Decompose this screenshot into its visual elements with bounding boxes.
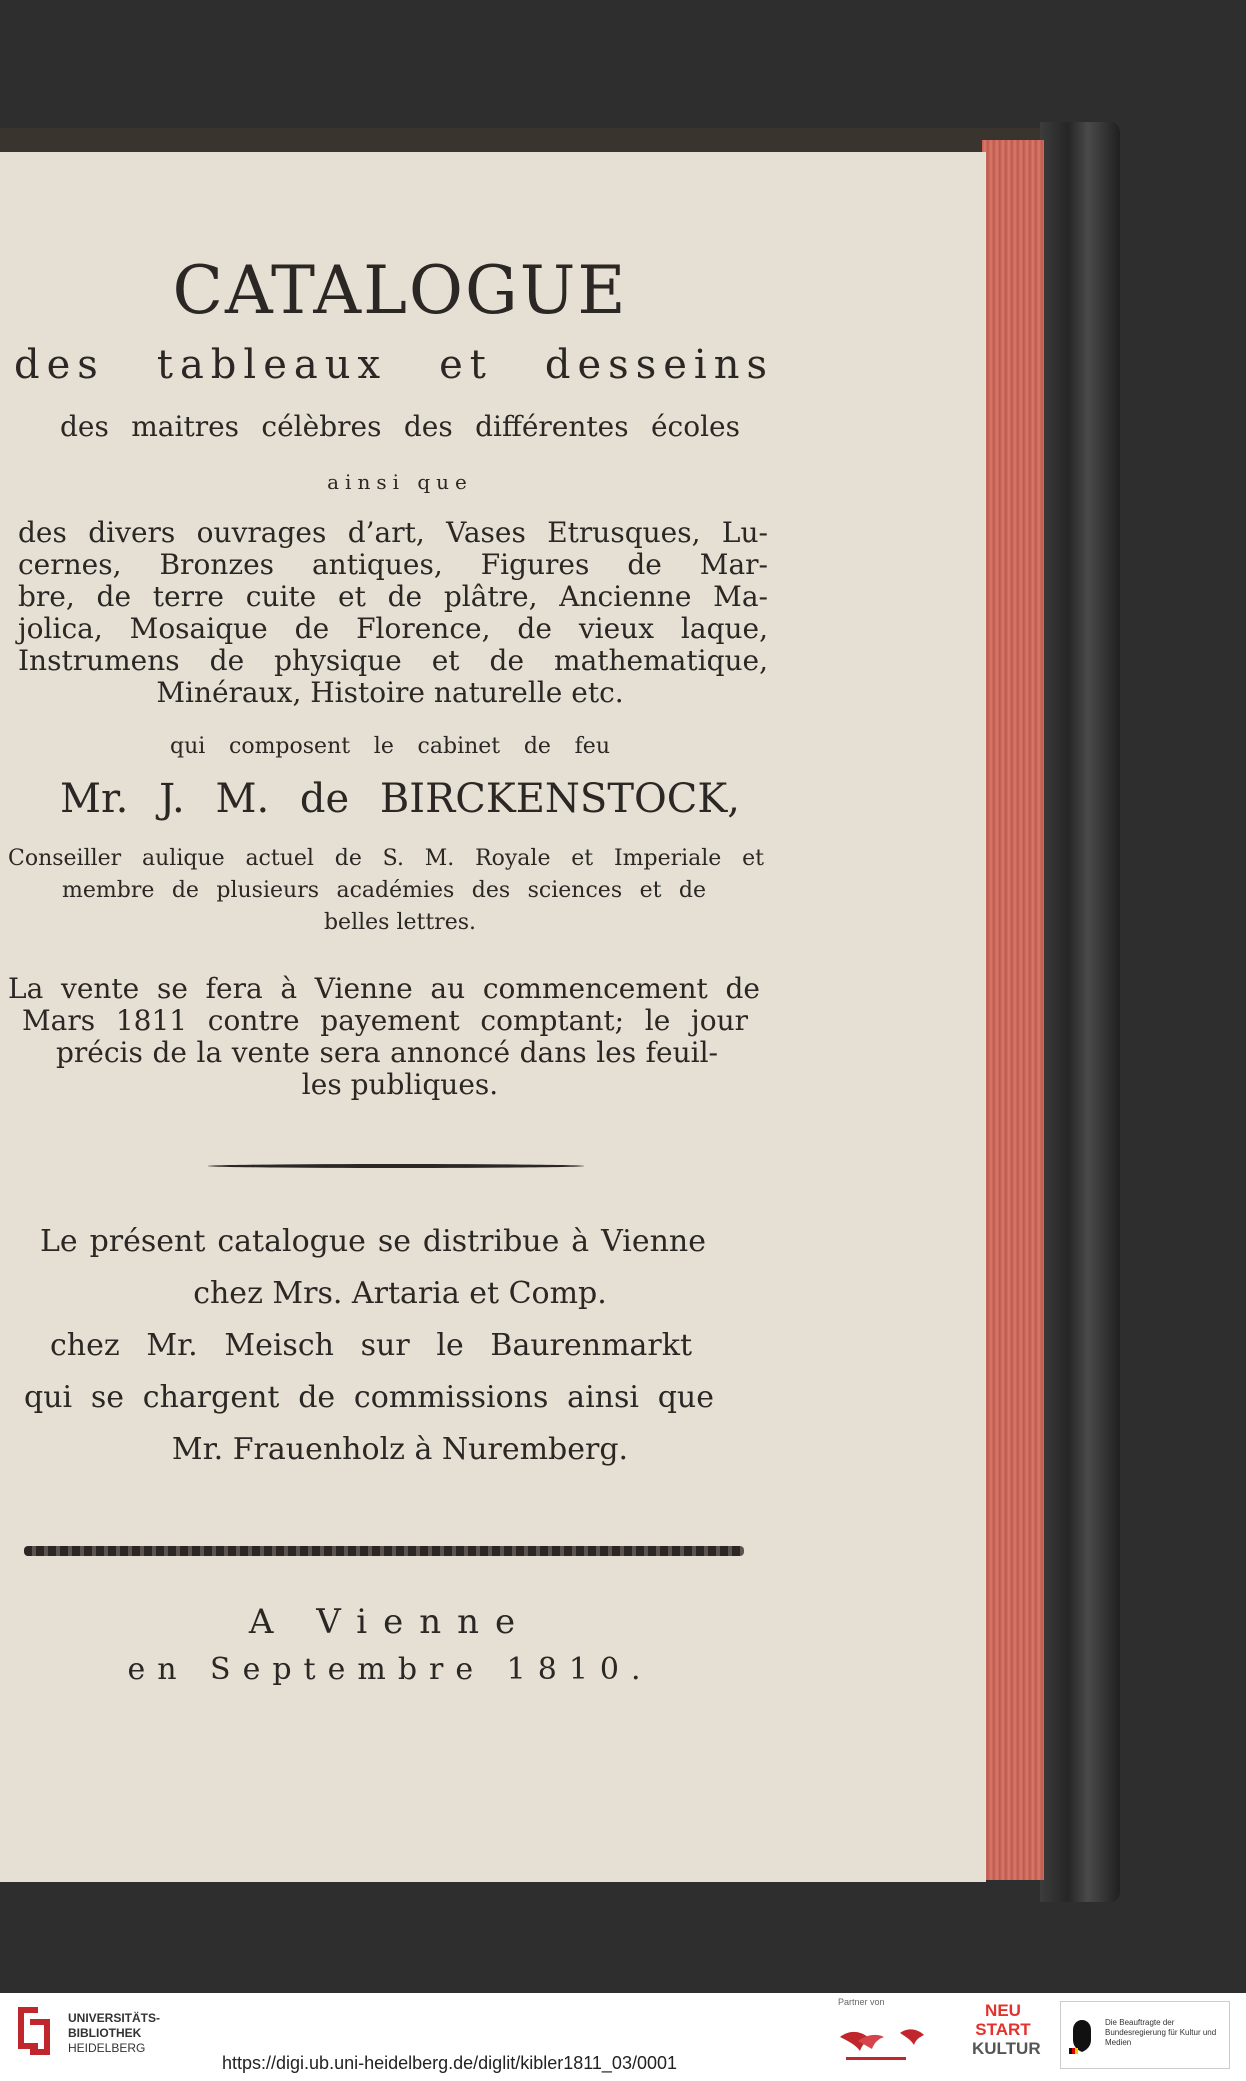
objects-line: Minéraux, Histoire naturelle etc. bbox=[156, 676, 624, 709]
owner-name: Mr. J. M. de BIRCKENSTOCK, bbox=[60, 776, 740, 822]
objects-line: bre, de terre cuite et de plâtre, Ancienne Ma- bbox=[18, 580, 768, 613]
distribution-line: chez Mr. Meisch sur le Baurenmarkt bbox=[50, 1328, 692, 1363]
catalogue-title: CATALOGUE bbox=[172, 252, 628, 329]
distribution-line: Le présent catalogue se distribue à Vienne bbox=[40, 1224, 706, 1259]
bkm-logo[interactable] bbox=[1060, 2001, 1230, 2069]
objects-line: cernes, Bronzes antiques, Figures de Mar- bbox=[18, 548, 768, 581]
ddb-bird-logo-icon[interactable] bbox=[836, 2011, 946, 2067]
distribution-line: Mr. Frauenholz à Nuremberg. bbox=[171, 1432, 629, 1467]
sale-line: les publiques. bbox=[301, 1068, 499, 1101]
catalogue-subtitle: des tableaux et desseins bbox=[14, 342, 774, 388]
title-page bbox=[0, 152, 986, 1882]
sale-line: La vente se fera à Vienne au commencement de bbox=[8, 972, 760, 1005]
distribution-line: qui se chargent de commissions ainsi que bbox=[24, 1380, 714, 1415]
imprint-date: en Septembre 1810. bbox=[127, 1652, 653, 1687]
page-edge-red bbox=[982, 140, 1044, 1880]
footer-bar bbox=[0, 1993, 1246, 2081]
ornamental-rule bbox=[208, 1164, 584, 1168]
masters-line: des maitres célèbres des différentes écoles bbox=[60, 410, 740, 443]
wavy-divider bbox=[24, 1546, 744, 1556]
sale-line: précis de la vente sera annoncé dans les feuil- bbox=[56, 1036, 718, 1069]
partner-label: Partner von bbox=[838, 1997, 885, 2007]
federal-eagle-icon bbox=[1069, 2016, 1095, 2054]
belles-lettres-line: belles lettres. bbox=[323, 910, 477, 935]
permalink-url[interactable]: https://digi.ub.uni-heidelberg.de/diglit/kibler1811_03/0001 bbox=[222, 2053, 677, 2073]
neustart-kultur-logo[interactable]: NEU START KULTUR bbox=[972, 2001, 1041, 2058]
conseiller-line: Conseiller aulique actuel de S. M. Royale et Imperiale et bbox=[8, 846, 764, 871]
compose-line: qui composent le cabinet de feu bbox=[170, 734, 610, 759]
objects-line: jolica, Mosaique de Florence, de vieux laque, bbox=[18, 612, 768, 645]
library-name[interactable]: UNIVERSITÄTS- BIBLIOTHEK HEIDELBERG bbox=[68, 2011, 161, 2055]
objects-line: Instrumens de physique et de mathematique, bbox=[18, 644, 768, 677]
bkm-text: Die Beauftragte der Bundesregierung für Kultur und Medien bbox=[1105, 2018, 1217, 2047]
distribution-line: chez Mrs. Artaria et Comp. bbox=[193, 1276, 607, 1311]
book-cover bbox=[1040, 122, 1120, 1902]
ub-heidelberg-logo-icon[interactable] bbox=[12, 2003, 56, 2059]
imprint-place: A Vienne bbox=[248, 1602, 532, 1642]
membre-line: membre de plusieurs académies des sciences et de bbox=[62, 878, 706, 903]
sale-line: Mars 1811 contre payement comptant; le jour bbox=[22, 1004, 748, 1037]
ainsi-que-line: ainsi que bbox=[327, 470, 473, 494]
objects-line: des divers ouvrages d’art, Vases Etrusques, Lu- bbox=[18, 516, 768, 549]
